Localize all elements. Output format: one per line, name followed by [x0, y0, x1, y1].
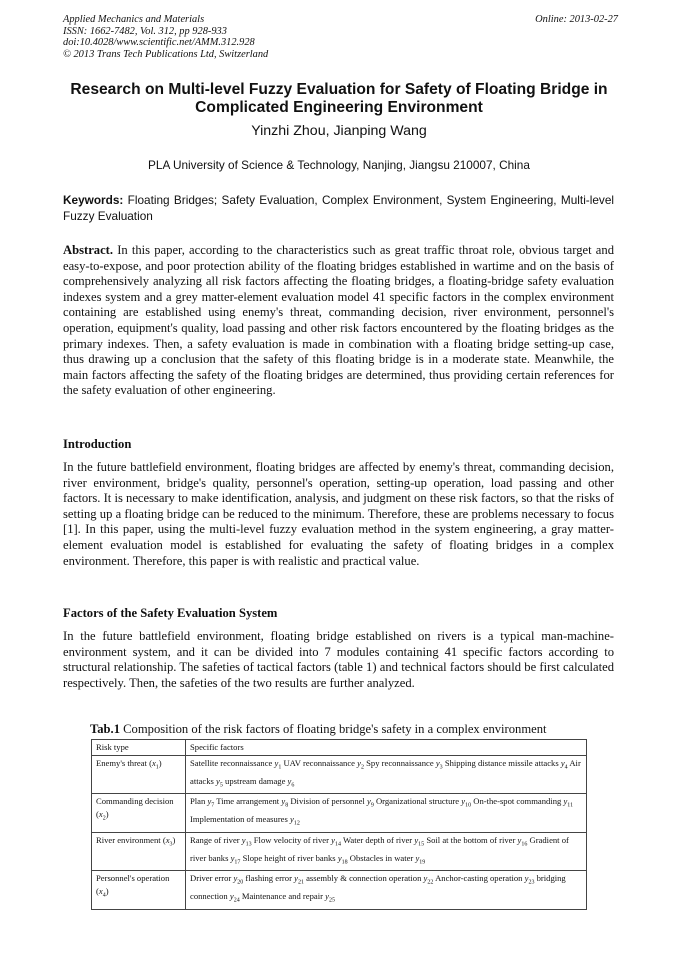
introduction-text: In the future battlefield environment, floating bridges are affected by enemy's threat, commanding decision, river environment, bridge's quality, personnel's operation, setting-up operation, load passing and other factors. It is necessary to make identification, analysis, and judgment on these risk factors, so that the risks of setting up a floating bridge can be reduced to the minimum. Therefore, these are problems necessary to focus [1]. In this paper, using the multi-level fuzzy evaluation method in the system engineering, a gray matter-element evaluation model is established for evaluating the safety of floating bridges in a complex environment. Therefore, this paper is with realistic and practical value.	[63, 460, 614, 568]
factor-label: Shipping distance missile attacks	[444, 758, 559, 768]
risk-type-label: Enemy's threat	[96, 758, 147, 768]
factor-item	[190, 873, 244, 887]
risk-type-variable: x	[151, 758, 156, 768]
factor-subscript: 10	[465, 803, 472, 810]
factor-variable: y	[423, 873, 428, 884]
factor-item	[349, 852, 426, 866]
factor-label: Anchor-casting operation	[435, 873, 523, 884]
factor-item	[190, 796, 215, 810]
factor-subscript: 17	[234, 859, 241, 866]
factor-label: Range of river	[190, 834, 240, 845]
factor-label: Air attacks	[190, 758, 581, 786]
copyright-line: © 2013 Trans Tech Publications Ltd, Switzerland	[63, 48, 269, 60]
factor-variable: y	[290, 814, 294, 825]
factor-subscript: 5	[219, 782, 223, 789]
risk-factors-table	[91, 739, 587, 910]
factor-variable: y	[461, 796, 466, 807]
factor-item	[375, 796, 472, 810]
factor-variable: y	[207, 796, 212, 807]
paper-title: Research on Multi-level Fuzzy Evaluation for Safety of Floating Bridge in Complicated Engineering Environment	[70, 81, 608, 116]
factor-subscript: 9	[370, 803, 374, 810]
factor-item	[290, 796, 374, 810]
factor-variable: y	[560, 758, 565, 768]
factor-item	[444, 758, 568, 771]
factor-variable: y	[517, 834, 522, 845]
factor-variable: y	[366, 796, 371, 807]
factor-subscript: 15	[418, 841, 425, 848]
table-row	[92, 794, 587, 832]
risk-type-cell: Commanding decision $(x_2)$	[92, 794, 186, 832]
header-risk-type: Risk type	[92, 740, 186, 756]
risk-type-cell: Enemy's threat $(x_1)$	[92, 756, 186, 794]
keywords-text: Floating Bridges; Safety Evaluation, Complex Environment, System Engineering, Multi-level Fuzzy Evaluation	[63, 193, 615, 223]
factor-label: upstream damage	[225, 775, 286, 786]
risk-type-subscript: 1	[155, 764, 159, 771]
table-caption-text: Composition of the risk factors of floating bridge's safety in a complex environment	[123, 722, 547, 736]
factor-item	[190, 814, 300, 827]
factor-item	[190, 834, 252, 848]
factor-subscript: 23	[528, 880, 535, 887]
abstract-text: In this paper, according to the characteristics such as great traffic throat role, obvious target and easy-to-expose, and poor protection ability of the floating bridges established in wartime and on the basis of comprehensively analyzing all risk factors affecting the floating bridges, a floating-bridge safety evaluation indexes system and a grey matter-element evaluation model 41 specific factors in the complex environment containing are established using enemy's threat, commanding decision, river environment, personnel's operation, equipment's quality, load passing and other risk factors encountered by the floating bridges as the primary indexes. Then, a safety evaluation is made in combination with a floating bridge setting-up case, thus drawing up a conclusion that the safety of this floating bridge is in a moderate state. Meanwhile, the main factors affecting the safety of the floating bridges are determined, thus providing certain references for the safety evaluation of other engineering.	[63, 243, 614, 398]
introduction-heading: Introduction	[63, 437, 132, 451]
risk-type-cell: Personnel's operation $(x_4)$	[92, 871, 186, 909]
keywords-label: Keywords:	[63, 193, 124, 207]
factor-item	[241, 891, 335, 904]
abstract-block	[63, 243, 614, 399]
factor-item	[225, 775, 295, 789]
risk-type-label: Personnel's operation	[96, 873, 170, 884]
risk-type-subscript: 2	[102, 816, 106, 823]
factor-item	[426, 834, 528, 848]
table-row	[92, 832, 587, 870]
factor-label: flashing error	[245, 873, 292, 884]
factor-subscript: 7	[211, 803, 215, 810]
factor-item	[190, 758, 282, 771]
factor-subscript: 4	[564, 764, 568, 771]
factor-label: Flow velocity of river	[253, 834, 329, 845]
table-row	[92, 871, 587, 909]
factor-label: Time arrangement	[216, 796, 280, 807]
factor-subscript: 24	[233, 897, 240, 904]
factor-label: assembly & connection operation	[306, 873, 422, 884]
factor-subscript: 19	[419, 859, 426, 866]
factor-item	[342, 834, 425, 848]
factor-label: Maintenance and repair	[241, 891, 323, 902]
specific-factors-cell	[186, 832, 587, 870]
factor-variable: y	[524, 873, 529, 884]
factor-subscript: 16	[521, 841, 528, 848]
table-row	[92, 756, 587, 794]
factor-label: Division of personnel	[290, 796, 365, 807]
factor-item	[283, 758, 364, 771]
factor-variable: y	[337, 852, 342, 863]
factor-subscript: 25	[328, 897, 335, 904]
factor-variable: y	[331, 834, 335, 845]
factor-item	[366, 758, 443, 771]
factor-subscript: 18	[341, 859, 348, 866]
specific-factors-cell	[186, 794, 587, 832]
risk-type-variable: x	[98, 809, 103, 820]
factors-heading: Factors of the Safety Evaluation System	[63, 606, 278, 620]
factor-label: Soil at the bottom of river	[426, 834, 516, 845]
factor-item	[473, 796, 574, 810]
specific-factors-cell	[186, 756, 587, 794]
factor-subscript: 8	[285, 803, 289, 810]
risk-type-variable: x	[98, 886, 103, 897]
risk-type-label: River environment	[96, 834, 161, 845]
factor-variable: y	[233, 873, 238, 884]
factor-subscript: 20	[237, 880, 244, 887]
factor-item	[245, 873, 304, 887]
online-date: Online: 2013-02-27	[535, 14, 618, 25]
factor-item	[253, 834, 341, 848]
factors-text: In the future battlefield environment, floating bridge established on rivers is a typical man-machine-environment system, and it can be divided into 7 modules containing 41 specific factors according to structural relationship. The safeties of tactical factors (table 1) and technical factors should be first calculated respectively. Then, the safeties of the two results are further analyzed.	[63, 629, 614, 690]
paper-affiliation: PLA University of Science & Technology, Nanjing, Jiangsu 210007, China	[148, 158, 530, 172]
factor-label: Implementation of measures	[190, 814, 288, 825]
risk-type-subscript: 4	[102, 893, 106, 900]
factor-label: Driver error	[190, 873, 232, 884]
paper-authors: Yinzhi Zhou, Jianping Wang	[251, 123, 427, 139]
factor-label: UAV reconnaissance	[283, 758, 355, 768]
factor-item	[435, 873, 535, 887]
risk-type-subscript: 3	[169, 841, 173, 848]
factor-label: Spy reconnaissance	[366, 758, 434, 768]
factor-label: Gradient of river banks	[190, 834, 569, 863]
table-caption-label: Tab.1	[90, 722, 120, 736]
factor-label: bridging connection	[190, 873, 566, 902]
factor-variable: y	[414, 834, 419, 845]
factor-variable: y	[241, 834, 246, 845]
factor-subscript: 13	[245, 841, 252, 848]
factor-item	[242, 852, 348, 866]
factor-subscript: 21	[297, 880, 304, 887]
issn-line: ISSN: 1662-7482, Vol. 312, pp 928-933	[63, 25, 227, 37]
factor-label: Satellite reconnaissance	[190, 758, 273, 768]
table-caption	[90, 722, 610, 737]
factor-variable: y	[274, 758, 279, 768]
factor-variable: y	[230, 852, 235, 863]
doi-line: doi:10.4028/www.scientific.net/AMM.312.928	[63, 37, 255, 49]
journal-header	[63, 14, 618, 60]
factor-item	[216, 796, 289, 810]
factor-variable: y	[281, 796, 286, 807]
factor-label: Obstacles in water	[349, 852, 414, 863]
factor-variable: y	[229, 891, 234, 902]
factor-label: Slope height of river banks	[242, 852, 336, 863]
factor-subscript: 2	[360, 764, 364, 771]
factor-variable: y	[216, 775, 220, 786]
factor-subscript: 6	[291, 782, 295, 789]
factor-variable: y	[415, 852, 420, 863]
table-header-row	[92, 740, 587, 756]
factor-label: Water depth of river	[342, 834, 413, 845]
factor-variable: y	[287, 775, 292, 786]
factor-label: On-the-spot commanding	[473, 796, 562, 807]
factor-variable: y	[357, 758, 361, 768]
risk-type-label: Commanding decision	[96, 796, 174, 807]
factor-subscript: 11	[567, 803, 574, 810]
factor-item	[306, 873, 434, 887]
factor-variable: y	[325, 891, 329, 902]
specific-factors-cell	[186, 871, 587, 909]
factor-variable: y	[294, 873, 298, 884]
factor-subscript: 3	[439, 764, 443, 771]
risk-type-cell: River environment $(x_3)$	[92, 832, 186, 870]
factor-variable: y	[435, 758, 440, 768]
factor-subscript: 14	[334, 841, 341, 848]
factor-label: Plan	[190, 796, 206, 807]
journal-name: Applied Mechanics and Materials	[63, 14, 205, 25]
keywords-block	[63, 193, 614, 224]
abstract-label: Abstract.	[63, 243, 114, 257]
factor-subscript: 1	[278, 764, 282, 771]
risk-type-variable: x	[165, 834, 170, 845]
factor-label: Organizational structure	[375, 796, 460, 807]
factor-variable: y	[563, 796, 568, 807]
header-specific-factors: Specific factors	[186, 740, 587, 756]
factor-subscript: 22	[427, 880, 434, 887]
factor-subscript: 12	[293, 820, 300, 827]
